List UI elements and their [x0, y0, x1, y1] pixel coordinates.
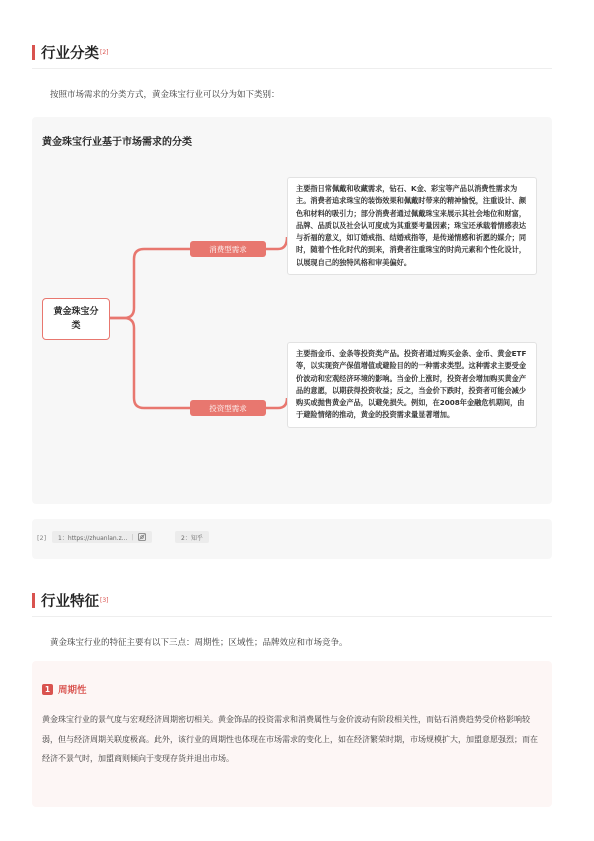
mindmap-connectors — [32, 117, 552, 504]
feature-number-badge: 1 — [42, 684, 53, 695]
reference-tag: [2] — [37, 534, 47, 542]
reference-link-2[interactable] — [175, 531, 209, 543]
section-title: 行业分类 — [41, 46, 99, 62]
section-heading-industry-features — [32, 590, 109, 611]
panel-title: 黄金珠宝行业基于市场需求的分类 — [42, 137, 192, 148]
section-intro: 按照市场需求的分类方式，黄金珠宝行业可以分为如下类别： — [50, 90, 280, 100]
section-intro: 黄金珠宝行业的特征主要有以下三点：周期性；区域性；品牌效应和市场竞争。 — [50, 638, 348, 648]
divider — [32, 616, 552, 617]
divider — [32, 68, 552, 69]
mindmap-root-node — [42, 298, 110, 340]
reference-link-text: 2：知乎 — [181, 534, 203, 542]
feature-heading — [42, 682, 87, 696]
feature-title: 周期性 — [58, 685, 87, 696]
classification-panel — [32, 117, 552, 504]
branch-investment-demand — [190, 400, 266, 416]
branch-consumer-demand — [190, 241, 266, 257]
leaf-consumer-demand-description: 主要指日常佩戴和收藏需求，钻石、K金、彩宝等产品以消费性需求为主。消费者追求珠宝的装饰效果和佩戴时带来的精神愉悦，注重设计、颜色和材料的吸引力；部分消费者通过佩戴珠宝来展示其社会地位和财富，品牌、品质以及社会认可度成为其重要考量因素；珠宝还承载着情感表达与祈福的意义，如订婚戒指、结婚戒指等，是传递情感和祈愿的媒介；同时，随着个性化时代的到来，消费者注重珠宝的时尚元素和个性化设计，以展现自己的独特风格和审美偏好。 — [287, 177, 537, 275]
reference-box — [32, 519, 552, 559]
reference-marker[interactable]: [2] — [100, 49, 109, 56]
separator: | — [131, 533, 134, 541]
root-label: 黄金珠宝分类 — [53, 307, 99, 331]
link-off-icon — [138, 533, 146, 541]
reference-link-1[interactable] — [52, 531, 152, 543]
leaf-investment-demand-description: 主要指金币、金条等投资类产品。投资者通过购买金条、金币、黄金ETF等，以实现资产保值增值或避险目的的一种需求类型。这种需求主要受金价波动和宏观经济环境的影响。当金价上涨时，投资者会增加购买黄金产品的意愿，以期获得投资收益；反之，当金价下跌时，投资者可能会减少购买或抛售黄金产品，以避免损失。例如，在2008年金融危机期间，由于避险情绪的推动，黄金的投资需求量显著增加。 — [287, 342, 537, 428]
section-title: 行业特征 — [41, 594, 99, 610]
feature-cyclicality-box — [32, 661, 552, 807]
branch-label: 消费型需求 — [209, 244, 247, 254]
branch-label: 投资型需求 — [209, 403, 247, 413]
reference-link-text: 1：https://zhuanlan.z... — [58, 534, 128, 542]
section-heading-industry-classification — [32, 42, 109, 63]
reference-marker[interactable]: [3] — [100, 597, 109, 604]
feature-body: 黄金珠宝行业的景气度与宏观经济周期密切相关。黄金饰品的投资需求和消费属性与金价波动有阶段相关性，而钻石消费趋势受价格影响较弱，但与经济周期关联度极高。此外，该行业的周期性也体现在市场需求的变化上，如在经济繁荣时期，市场规模扩大，加盟意愿强烈；而在经济不景气时，加盟商则倾向于变现存货并退出市场。 — [42, 715, 538, 763]
heading-accent-bar — [32, 45, 35, 60]
heading-accent-bar — [32, 593, 35, 608]
